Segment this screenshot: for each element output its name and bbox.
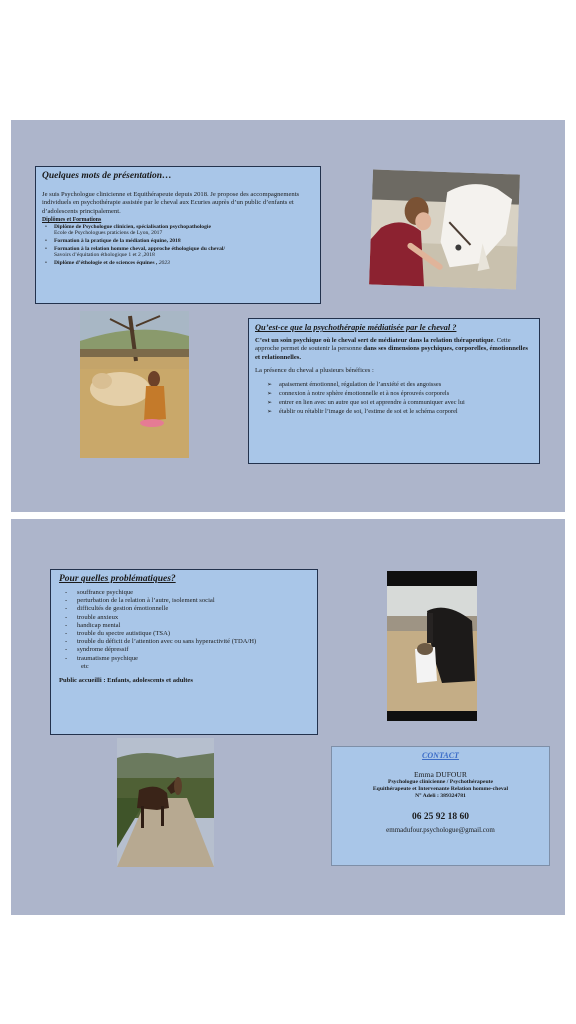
contact-box: [331, 746, 550, 866]
problem-item: - trouble du déficit de l’attention avec ou sans hyperactivité (TDA/H): [65, 638, 257, 646]
diploma-item: • Formation à la relation homme cheval, approche éthologique du cheval/ Savoirs d’équitation éthologique 1 et 2 ,2018: [45, 245, 226, 259]
presentation-title: Quelques mots de présentation…: [42, 171, 172, 181]
contact-phone[interactable]: 06 25 92 18 60: [412, 812, 469, 822]
diplomas-title: Diplômes et Formations: [42, 216, 102, 223]
contact-title: CONTACT: [422, 751, 459, 760]
problems-list: [59, 589, 309, 671]
problem-item: - trouble du spectre autistique (TSA): [65, 630, 171, 638]
diploma-item: • Diplôme d’éthologie et de sciences équines , 2023: [45, 259, 170, 266]
problem-item: - difficultés de gestion émotionnelle: [65, 605, 169, 613]
arrow-bullet-icon: ➢: [267, 390, 273, 397]
problem-item: - handicap mental: [65, 621, 121, 629]
problem-item: - perturbation de la relation à l’autre, isolement social: [65, 597, 215, 605]
mediation-benefits-intro: La présence du cheval a plusieurs bénéfices :: [255, 367, 374, 375]
photo-horse-on-path: [117, 738, 214, 867]
benefit-item: ➢ apaisement émotionnel, régulation de l’anxiété et des angoisses: [267, 380, 442, 388]
contact-role-1: Psychologue clinicienne / Psychothérapeute: [387, 779, 494, 785]
contact-email[interactable]: emmadufour.psychologue@gmail.com: [386, 826, 495, 834]
contact-name: Emma DUFOUR: [414, 770, 467, 779]
arrow-bullet-icon: ➢: [267, 381, 273, 388]
problems-title: Pour quelles problématiques?: [59, 574, 176, 584]
diploma-item: • Formation à la pratique de la médiation équine, 2018: [45, 238, 181, 245]
public-line: Public accueilli : Enfants, adolescents et adultes: [59, 677, 193, 685]
benefit-item: ➢ établir ou rétablir l’image de soi, l’estime de soi et le schéma corporel: [267, 407, 458, 415]
photo-woman-with-horse: [369, 169, 520, 289]
mediation-title: Qu’est-ce que la psychothérapie médiatisée par le cheval ?: [255, 323, 457, 332]
contact-role-2: Equithérapeute et Intervenante Relation homme-cheval: [372, 786, 509, 792]
benefit-item: ➢ connexion à notre sphère émotionnelle et à nos éprouvés corporels: [267, 389, 450, 397]
arrow-bullet-icon: ➢: [267, 408, 273, 415]
photo-indoor-arena: [387, 571, 477, 721]
problem-item: - souffrance psychique: [65, 589, 134, 596]
benefits-list: [255, 381, 533, 416]
problems-box: [50, 569, 318, 735]
problem-item: - trouble anxieux: [65, 613, 119, 621]
presentation-intro: Je suis Psychologue clinicienne et Equithérapeute depuis 2018. Je propose des accompagnements individuels en psychothérapie assistée par le cheval aux Ecuries auprès d’un public d’enfants et d’adolescents principalement.: [42, 191, 300, 215]
diplomas-list: [42, 224, 314, 267]
diploma-item: • Diplôme de Psychologue clinicien, spécialisation psychopathologie Ecole de Psychologues praticiens de Lyon, 2017: [45, 223, 211, 237]
photo-child-with-horse: [80, 311, 189, 458]
contact-adeli: N° Adeli : 389324781: [415, 793, 466, 799]
mediation-paragraph: C’est un soin psychique où le cheval sert de médiateur dans la relation thérapeutique. Cette approche permet de soutenir la personne dans ses dimensions psychiques, corporelles, émotionnelles et relationnelles.: [255, 337, 528, 361]
benefit-item: ➢ entrer en lien avec un autre que soi et apprendre à communiquer avec lui: [267, 398, 465, 406]
problem-item: - traumatisme psychique: [65, 654, 138, 662]
mediation-box: [248, 318, 540, 464]
problem-item: etc: [81, 662, 89, 670]
problem-item: - syndrome dépressif: [65, 646, 129, 654]
presentation-box: [35, 166, 321, 304]
arrow-bullet-icon: ➢: [267, 399, 273, 406]
